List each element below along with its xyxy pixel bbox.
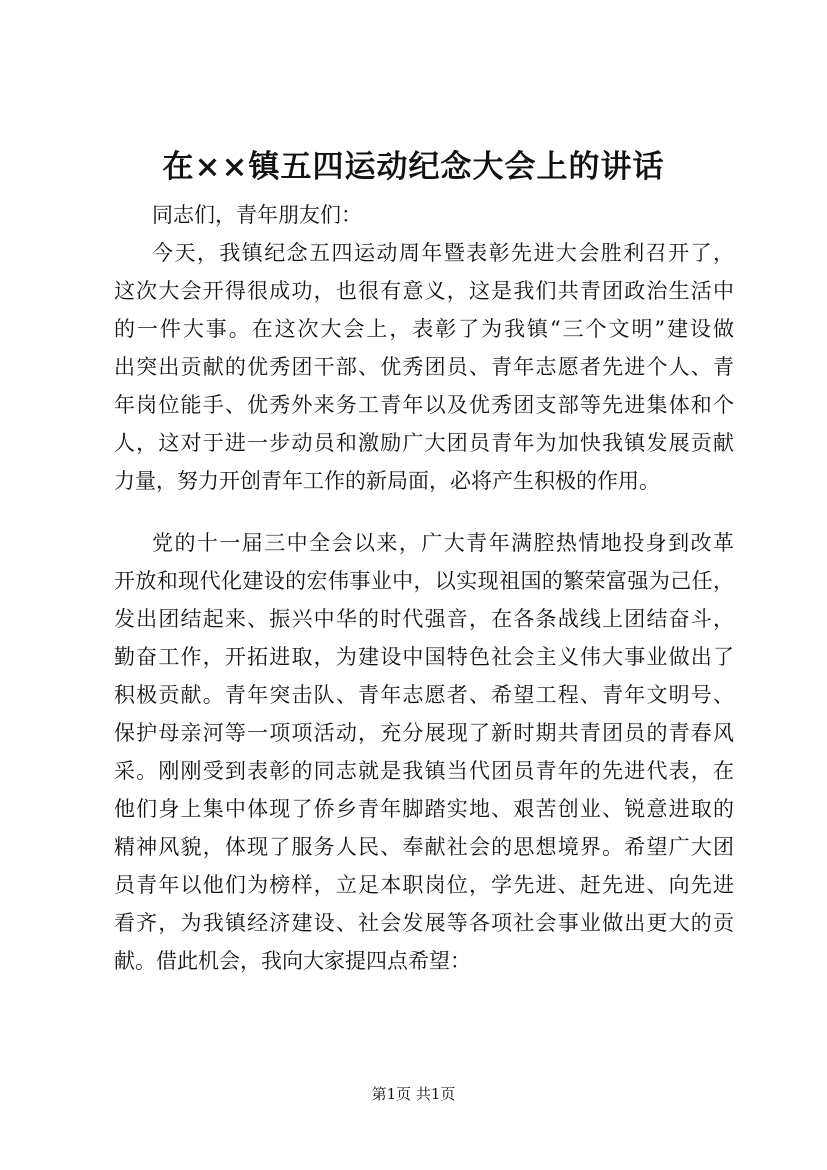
- paragraph-line: 保护母亲河等一项项活动，充分展现了新时期共青团员的青春风: [114, 721, 734, 745]
- paragraph-line: 采。刚刚受到表彰的同志就是我镇当代团员青年的先进代表，在: [114, 759, 734, 783]
- paragraph-line: 献。借此机会，我向大家提四点希望：: [114, 949, 471, 973]
- paragraph-line: 年岗位能手、优秀外来务工青年以及优秀团支部等先进集体和个: [114, 393, 734, 417]
- paragraph-line: 开放和现代化建设的宏伟事业中，以实现祖国的繁荣富强为己任，: [114, 569, 734, 593]
- greeting-line: 同志们，青年朋友们：: [152, 203, 362, 227]
- paragraph-line: 勤奋工作，开拓进取，为建设中国特色社会主义伟大事业做出了: [114, 645, 734, 669]
- paragraph-line: 这次大会开得很成功，也很有意义，这是我们共青团政治生活中: [114, 279, 734, 303]
- paragraph-line: 党的十一届三中全会以来，广大青年满腔热情地投身到改革: [152, 531, 734, 555]
- paragraph-1: [114, 234, 734, 500]
- paragraph-line: 员青年以他们为榜样，立足本职岗位，学先进、赶先进、向先进: [114, 873, 734, 897]
- document-title: 在××镇五四运动纪念大会上的讲话: [162, 149, 665, 185]
- paragraph-line: 看齐，为我镇经济建设、社会发展等各项社会事业做出更大的贡: [114, 911, 734, 935]
- paragraph-2: [114, 524, 734, 980]
- paragraph-line: 积极贡献。青年突击队、青年志愿者、希望工程、青年文明号、: [114, 683, 734, 707]
- paragraph-line: 精神风貌，体现了服务人民、奉献社会的思想境界。希望广大团: [114, 835, 734, 859]
- page-number-footer: 第1页 共1页: [371, 1085, 456, 1103]
- paragraph-line: 人，这对于进一步动员和激励广大团员青年为加快我镇发展贡献: [114, 431, 734, 455]
- paragraph-line: 他们身上集中体现了侨乡青年脚踏实地、艰苦创业、锐意进取的: [114, 797, 734, 821]
- paragraph-line: 力量，努力开创青年工作的新局面，必将产生积极的作用。: [114, 469, 660, 493]
- paragraph-line: 今天，我镇纪念五四运动周年暨表彰先进大会胜利召开了，: [152, 241, 734, 265]
- paragraph-line: 的一件大事。在这次大会上，表彰了为我镇“三个文明”建设做: [114, 317, 734, 341]
- paragraph-line: 发出团结起来、振兴中华的时代强音，在各条战线上团结奋斗，: [114, 607, 734, 631]
- paragraph-line: 出突出贡献的优秀团干部、优秀团员、青年志愿者先进个人、青: [114, 355, 734, 379]
